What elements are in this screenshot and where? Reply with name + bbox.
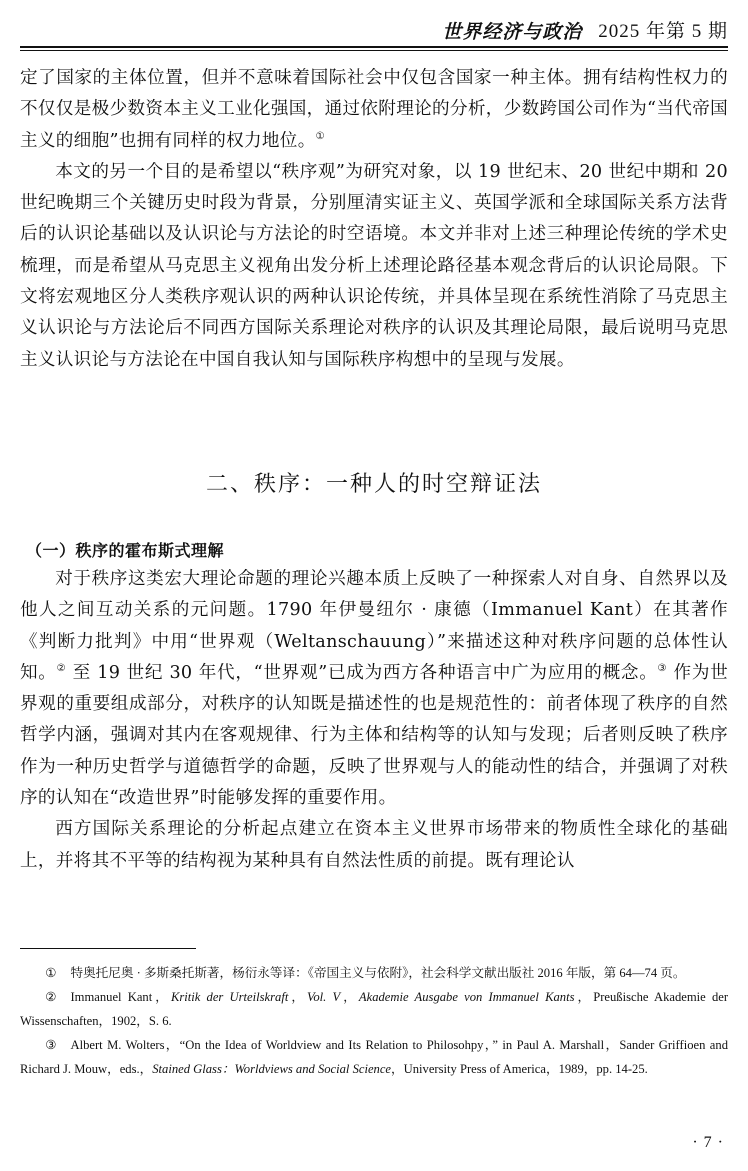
section-text (20, 564, 728, 877)
header-rule-thin (20, 50, 728, 51)
footnote-ref-3[interactable]: ③ (657, 663, 668, 675)
subsection-heading: （一）秩序的霍布斯式理解 (26, 541, 225, 560)
footnote-3: ③ Albert M. Wolters，“On the Idea of Worldview and Its Relation to Philosohpy，” in Paul A. Marshall，Sander Griffioen and Richard J. Mouw，eds.，Stained Glass：Worldviews and Social Science，University Press of America，1989，pp. 14-25. (20, 1034, 728, 1081)
footnote-1 (20, 962, 728, 985)
footnote-number: ③ (45, 1038, 57, 1053)
intro-text (20, 63, 728, 376)
section-paragraph-2: 西方国际关系理论的分析起点建立在资本主义世界市场带来的物质性全球化的基础上，并将其不平等的结构视为某种具有自然法性质的前提。既有理论认 (20, 819, 728, 871)
issue-label: 2025 年第 5 期 (598, 21, 728, 42)
footnote-rule (20, 948, 196, 949)
footnote-number: ① (45, 966, 57, 980)
footnote-text: 特奥托尼奥 · 多斯桑托斯著，杨衍永等译：《帝国主义与依附》，社会科学文献出版社 2016 年版，第 64—74 页。 (70, 966, 686, 980)
book-title: Kritik der Urteilskraft (170, 990, 289, 1005)
book-title: Stained Glass：Worldviews and Social Science (152, 1061, 392, 1076)
journal-title: 世界经济与政治 (442, 21, 583, 43)
footnotes (20, 962, 728, 1082)
volume: Vol. V (307, 990, 341, 1005)
footnote-2: ② Immanuel Kant，Kritik der Urteilskraft，Vol. V，Akademie Ausgabe von Immanuel Kants，Preußische Akademie der Wissenschaften，1902，S. 6. (20, 986, 728, 1033)
section-heading: 二、秩序：一种人的时空辩证法 (205, 472, 542, 497)
intro-paragraph-2: 本文的另一个目的是希望以“秩序观”为研究对象，以 19 世纪末、20 世纪中期和 20 世纪晚期三个关键历史时段为背景，分别厘清实证主义、英国学派和全球国际关系方法背后的认识论基础以及认识论与方法论的时空语境。本文并非对上述三种理论传统的学术史梳理，而是希望从马克思主义视角出发分析上述理论路径基本观念背后的认识论局限。下文将宏观地区分人类秩序观认识的两种认识论传统，并具体呈现在系统性消除了马克思主义认识论与方法论后不同西方国际关系理论对秩序的认识及其理论局限，最后说明马克思主义认识论与方法论在中国自我认知与国际秩序构想中的呈现与发展。 (20, 161, 728, 370)
footnote-ref-2[interactable]: ② (56, 663, 67, 675)
intro-paragraph-1: 定了国家的主体位置，但并不意味着国际社会中仅包含国家一种主体。拥有结构性权力的不仅仅是极少数资本主义工业化强国，通过依附理论的分析，少数跨国公司作为“当代帝国主义的细胞”也拥有同样的权力地位。① (20, 68, 728, 151)
header-rule (20, 46, 728, 48)
section-paragraph-1: 对于秩序这类宏大理论命题的理论兴趣本质上反映了一种探索人对自身、自然界以及他人之间互动关系的元问题。1790 年伊曼纽尔 · 康德（Immanuel Kant）在其著作《判断力批判》中用“世界观（Weltanschauung）”来描述这种对秩序问题的总体性认知。② 至 19 世纪 30 年代，“世界观”已成为西方各种语言中广为应用的概念。③ 作为世界观的重要组成部分，对秩序的认知既是描述性的也是规范性的：前者体现了秩序的自然哲学内涵，强调对其内在客观规律、行为主体和结构等的认知与发现；后者则反映了秩序作为一种历史哲学与道德哲学的命题，反映了世界观与人的能动性的结合，并强调了对秩序的认知在“改造世界”时能够发挥的重要作用。 (20, 569, 729, 809)
page-number: · 7 · (692, 1134, 724, 1151)
footnote-number: ② (45, 990, 57, 1005)
running-header (20, 10, 728, 44)
edition-title: Akademie Ausgabe von Immanuel Kants (358, 990, 575, 1005)
footnote-ref-1[interactable]: ① (315, 130, 325, 142)
